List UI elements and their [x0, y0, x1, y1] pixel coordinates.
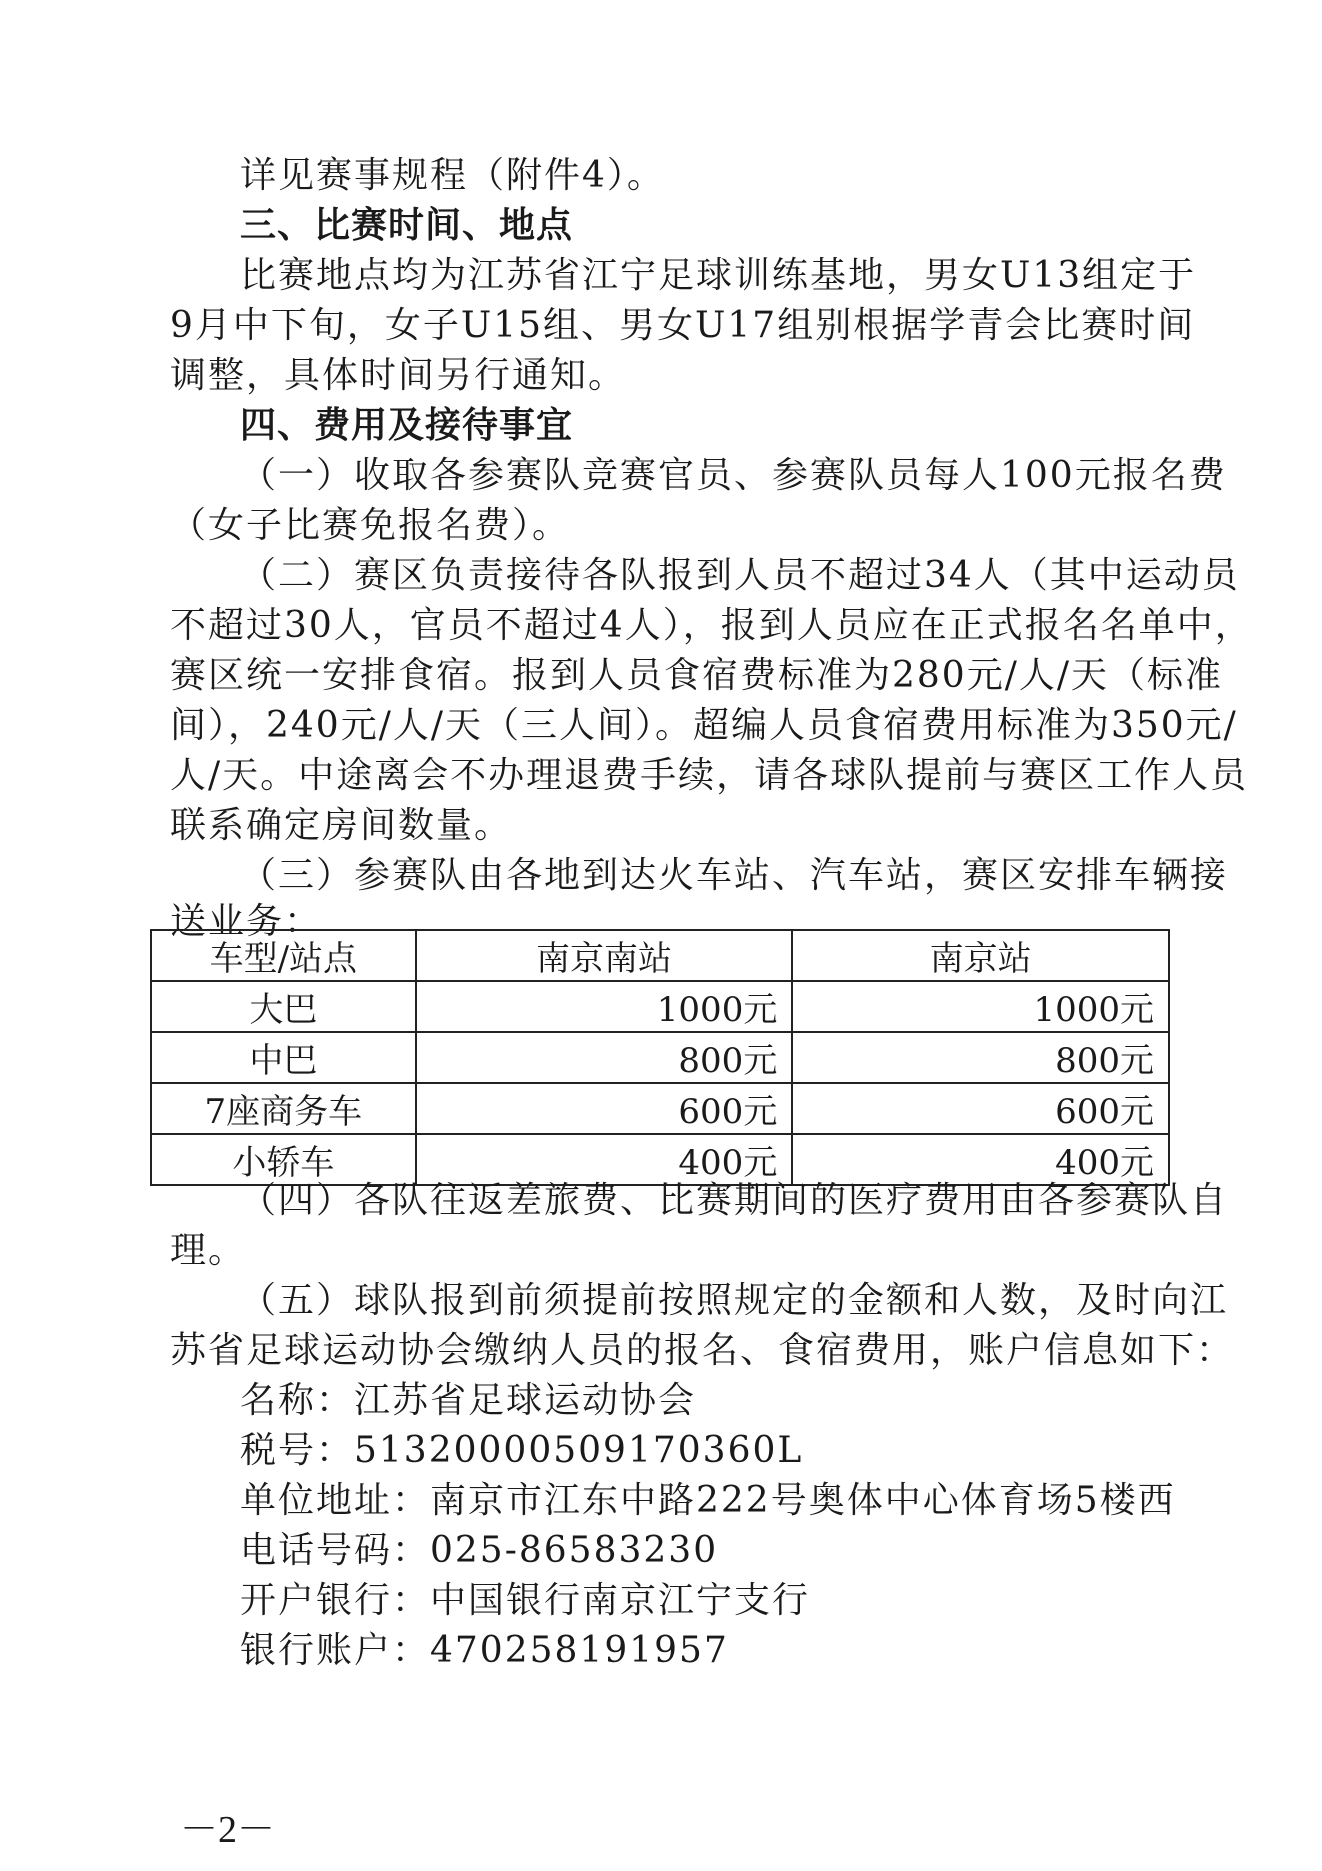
- table-header-cell: 南京站: [792, 930, 1169, 981]
- text-line: 送业务：: [170, 901, 323, 942]
- table-cell: 大巴: [151, 981, 416, 1032]
- table-header-row: [151, 930, 1169, 981]
- text-line: （女子比赛免报名费）。: [170, 505, 571, 546]
- text-line: （四）各队往返差旅费、比赛期间的医疗费用由各参赛队自: [240, 1180, 1229, 1221]
- table-cell: 小轿车: [151, 1134, 416, 1185]
- text-line: （三）参赛队由各地到达火车站、汽车站，赛区安排车辆接: [240, 855, 1229, 896]
- table-cell: 400元: [792, 1134, 1169, 1185]
- table-cell: 600元: [792, 1083, 1169, 1134]
- text-line: （二）赛区负责接待各队报到人员不超过34人（其中运动员: [240, 555, 1240, 596]
- table-row: [151, 1032, 1169, 1083]
- text-line: 比赛地点均为江苏省江宁足球训练基地，男女U13组定于: [240, 255, 1197, 296]
- table-cell: 1000元: [792, 981, 1169, 1032]
- table-row: [151, 981, 1169, 1032]
- phone-number: 电话号码：025-86583230: [240, 1530, 719, 1571]
- text-line: 理。: [170, 1230, 247, 1271]
- table-cell: 600元: [416, 1083, 793, 1134]
- text-line: 赛区统一安排食宿。报到人员食宿费标准为280元/人/天（标准: [170, 655, 1223, 696]
- table-cell: 800元: [416, 1032, 793, 1083]
- text-line: 详见赛事规程（附件4）。: [240, 155, 665, 196]
- text-line: 联系确定房间数量。: [170, 805, 513, 846]
- table-cell: 800元: [792, 1032, 1169, 1083]
- bank-name: 开户银行：中国银行南京江宁支行: [240, 1580, 811, 1621]
- text-line: （五）球队报到前须提前按照规定的金额和人数，及时向江: [240, 1280, 1229, 1321]
- page-number: －2－: [180, 1809, 276, 1851]
- section-heading-3: 三、比赛时间、地点: [240, 205, 574, 246]
- table-row: [151, 1083, 1169, 1134]
- text-line: 调整，具体时间另行通知。: [170, 355, 627, 396]
- account-name: 名称：江苏省足球运动协会: [240, 1380, 697, 1421]
- bank-account: 银行账户：470258191957: [240, 1630, 729, 1671]
- table-cell: 400元: [416, 1134, 793, 1185]
- text-line: 人/天。中途离会不办理退费手续，请各球队提前与赛区工作人员: [170, 755, 1249, 796]
- text-line: 苏省足球运动协会缴纳人员的报名、食宿费用，账户信息如下：: [170, 1330, 1235, 1371]
- section-heading-4: 四、费用及接待事宜: [240, 405, 574, 446]
- text-line: （一）收取各参赛队竞赛官员、参赛队员每人100元报名费: [240, 455, 1227, 496]
- vehicle-fee-table: [150, 929, 1170, 1186]
- table-cell: 中巴: [151, 1032, 416, 1083]
- table-cell: 1000元: [416, 981, 793, 1032]
- table-cell: 7座商务车: [151, 1083, 416, 1134]
- table-header-cell: 车型/站点: [151, 930, 416, 981]
- text-line: 不超过30人，官员不超过4人），报到人员应在正式报名名单中，: [170, 605, 1253, 646]
- tax-number: 税号：51320000509170360L: [240, 1430, 804, 1471]
- unit-address: 单位地址：南京市江东中路222号奥体中心体育场5楼西: [240, 1480, 1176, 1521]
- text-line: 间），240元/人/天（三人间）。超编人员食宿费用标准为350元/: [170, 705, 1238, 746]
- text-line: 9月中下旬，女子U15组、男女U17组别根据学青会比赛时间: [170, 305, 1196, 346]
- table-header-cell: 南京南站: [416, 930, 793, 981]
